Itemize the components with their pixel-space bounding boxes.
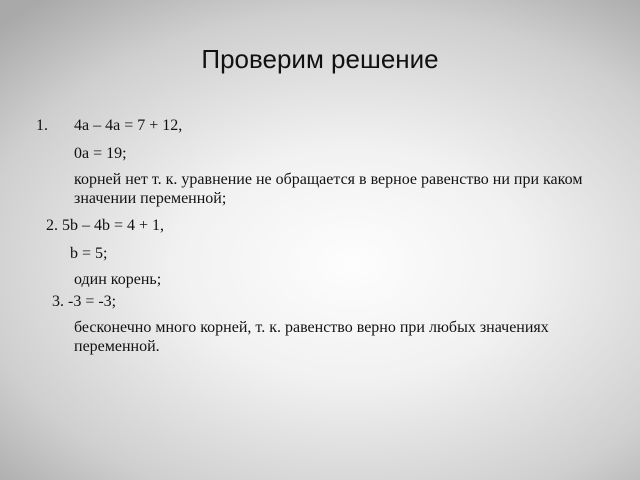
item1-equation: 4a – 4a = 7 + 12, [74, 117, 183, 134]
item1-step: 0a = 19; [74, 145, 127, 162]
slide-title: Проверим решение [201, 44, 439, 74]
item2-conclusion: один корень; [74, 271, 162, 288]
item2-equation: 2. 5b – 4b = 4 + 1, [46, 217, 165, 234]
item3-conclusion: бесконечно много корней, т. к. равенство верно при любых значениях переменной. [74, 319, 549, 355]
item1-conclusion: корней нет т. к. уравнение не обращается в верное равенство ни при каком значении переменной; [74, 171, 583, 207]
item1-number: 1. [36, 117, 48, 134]
item2-step: b = 5; [70, 245, 108, 262]
item3-equation: 3. -3 = -3; [52, 293, 117, 310]
